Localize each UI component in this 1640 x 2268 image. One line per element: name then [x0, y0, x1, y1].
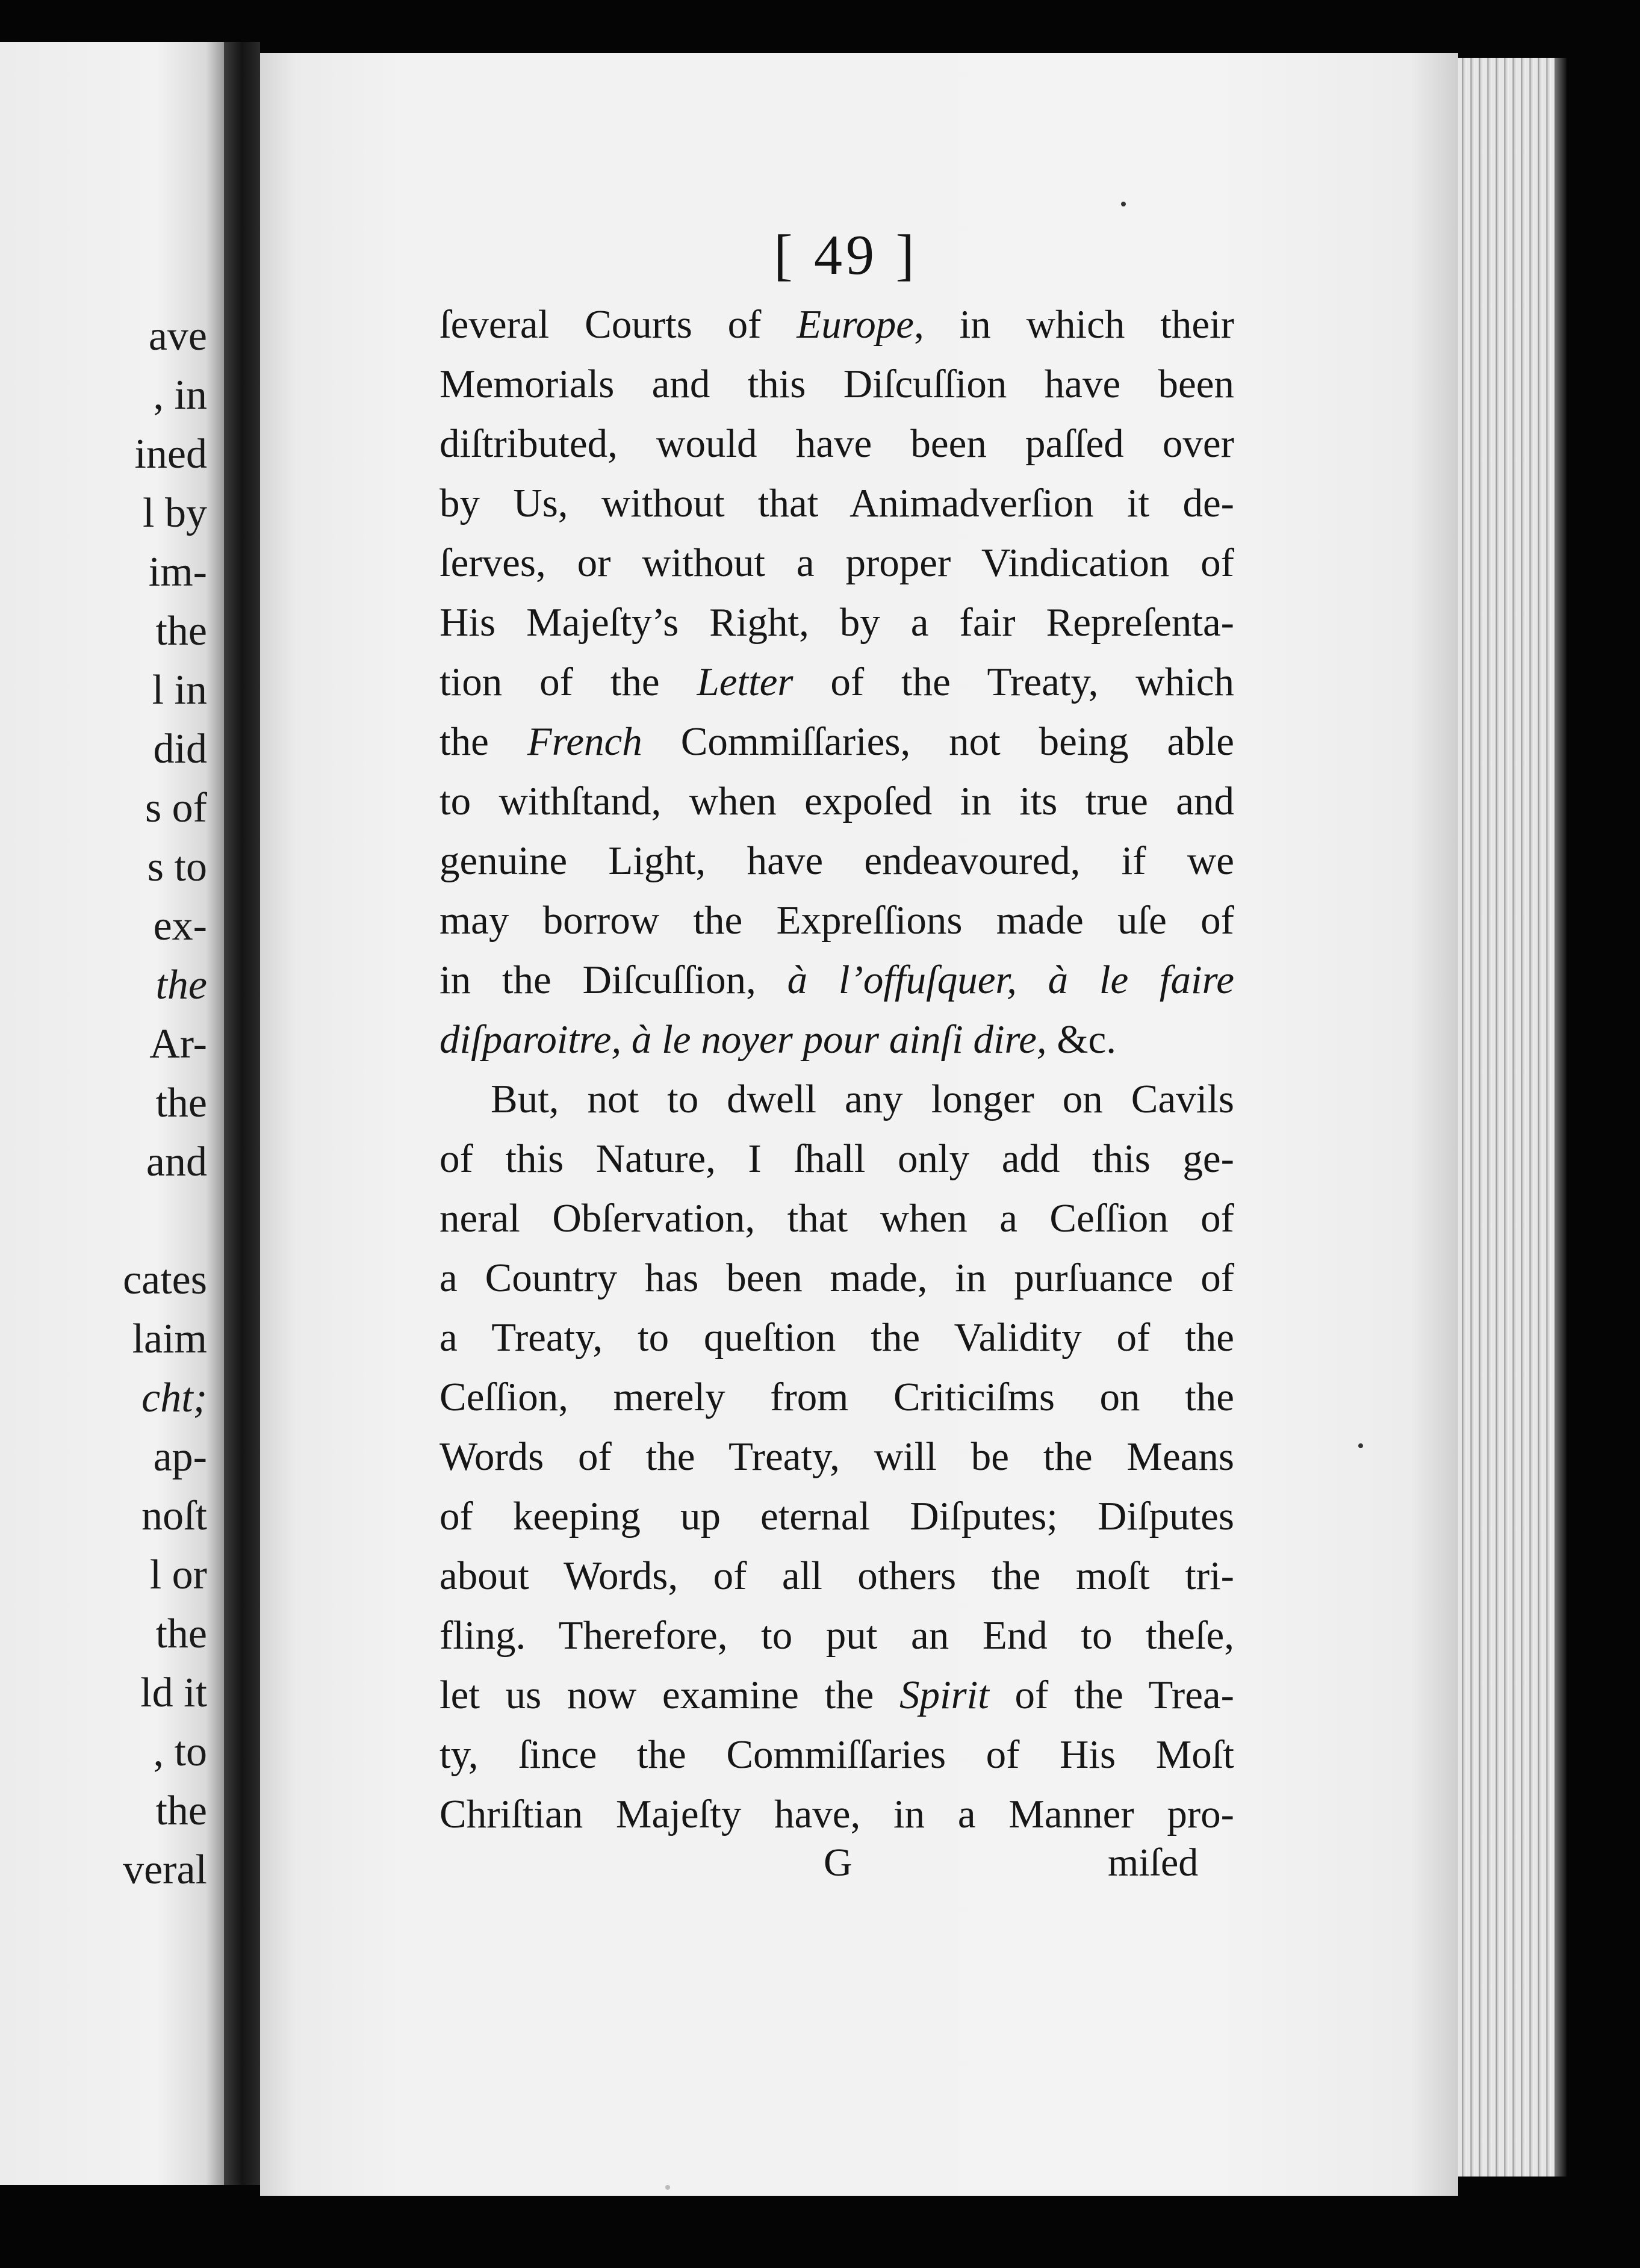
text-segment: genuine Light, have endeavoured, if we — [440, 838, 1234, 883]
text-line — [440, 1725, 1234, 1785]
text-line — [440, 1010, 1234, 1070]
left-page-line: laim — [132, 1316, 207, 1362]
left-page-line: cates — [123, 1257, 207, 1303]
text-line — [440, 1427, 1234, 1487]
left-page-line: the — [155, 1080, 207, 1126]
text-segment: Ceſſion, merely from Criticiſms on the — [440, 1375, 1234, 1419]
signature-mark: G — [824, 1841, 853, 1885]
text-line — [440, 1665, 1234, 1725]
left-page-line: s of — [144, 785, 207, 831]
text-segment: diſtributed, would have been paſſed over — [440, 421, 1234, 466]
italic-text: Europe — [797, 302, 915, 347]
text-segment: His Majeſty’s Right, by a fair Repreſenta- — [440, 600, 1234, 645]
catchword: miſed — [1108, 1841, 1199, 1885]
left-page-line: ined — [134, 431, 207, 477]
text-segment: Words of the Treaty, will be the Means — [440, 1434, 1234, 1479]
text-segment: of this Nature, I ſhall only add this ge- — [440, 1136, 1234, 1181]
text-line — [440, 1070, 1234, 1129]
page-number: [ 49 ] — [774, 224, 918, 287]
left-page-line: l by — [143, 490, 207, 536]
left-page-line: cht; — [141, 1375, 207, 1421]
left-page-line: ave — [148, 313, 207, 359]
body-text — [440, 295, 1234, 1844]
left-page-line: did — [153, 726, 207, 772]
text-segment: to withſtand, when expoſed in its true and — [440, 779, 1234, 823]
text-segment: tion of the — [440, 660, 697, 704]
left-page-line: the — [155, 1788, 207, 1834]
italic-text: Letter — [697, 660, 794, 704]
text-segment: let us now examine the — [440, 1673, 899, 1717]
text-segment: neral Obſervation, that when a Ceſſion of — [440, 1196, 1234, 1241]
text-segment: in the Diſcuſſion, — [440, 958, 787, 1002]
left-page-line: , to — [153, 1729, 207, 1775]
text-line — [440, 831, 1234, 891]
left-page-fragment — [0, 42, 224, 2185]
text-line — [440, 355, 1234, 414]
text-segment: of keeping up eternal Diſputes; Diſputes — [440, 1494, 1234, 1538]
text-line — [440, 1308, 1234, 1368]
text-segment: fling. Therefore, to put an End to theſe, — [440, 1613, 1234, 1658]
text-segment: of the Trea- — [989, 1673, 1234, 1717]
left-page-line: , in — [153, 372, 207, 418]
text-line — [440, 593, 1234, 652]
left-page-line: im- — [148, 549, 207, 595]
ink-speck — [1121, 202, 1126, 206]
text-line — [440, 1606, 1234, 1665]
text-segment: , in which their — [914, 302, 1234, 347]
ink-speck — [665, 2185, 670, 2190]
text-line — [440, 950, 1234, 1010]
italic-text: diſparoitre, à le noyer pour ainſi dire, — [440, 1017, 1047, 1062]
left-page-line: s to — [147, 844, 207, 890]
text-segment: Chriſtian Majeſty have, in a Manner pro- — [440, 1792, 1234, 1836]
italic-text: à l’offuſquer, à le faire — [787, 958, 1234, 1002]
left-page-line: l or — [149, 1552, 207, 1598]
left-page-line: the — [155, 962, 207, 1008]
book-gutter — [224, 42, 260, 2185]
text-segment: by Us, without that Animadverſion it de- — [440, 481, 1234, 525]
text-line — [440, 712, 1234, 772]
text-segment: Commiſſaries, not being able — [642, 719, 1235, 764]
text-line — [440, 414, 1234, 474]
left-page-line: ld it — [140, 1670, 207, 1716]
text-line — [440, 652, 1234, 712]
text-line — [440, 772, 1234, 831]
left-page-line: veral — [123, 1847, 207, 1893]
text-line — [440, 1487, 1234, 1546]
ink-speck — [1358, 1443, 1363, 1448]
left-page-line: ex- — [153, 903, 207, 949]
text-segment: about Words, of all others the moſt tri- — [440, 1554, 1234, 1598]
left-page-line: Ar- — [149, 1021, 207, 1067]
page-edge-shadow — [1555, 58, 1567, 2177]
text-segment: a Country has been made, in purſuance of — [440, 1256, 1234, 1300]
text-segment: the — [440, 719, 527, 764]
left-page-line: and — [146, 1139, 207, 1185]
page-edges — [1458, 58, 1555, 2177]
text-line — [440, 1189, 1234, 1248]
text-segment: ſeveral Courts of — [440, 302, 797, 347]
text-segment: may borrow the Expreſſions made uſe of — [440, 898, 1234, 943]
text-line — [440, 1785, 1234, 1844]
text-segment: ſerves, or without a proper Vindication of — [440, 541, 1234, 585]
text-line — [440, 533, 1234, 593]
text-segment: a Treaty, to queſtion the Validity of the — [440, 1315, 1234, 1360]
text-line — [440, 891, 1234, 950]
italic-text: French — [527, 719, 642, 764]
text-line — [440, 1546, 1234, 1606]
left-page-line: l in — [152, 667, 207, 713]
text-line — [440, 1368, 1234, 1427]
text-line — [440, 1129, 1234, 1189]
text-line — [440, 474, 1234, 533]
text-segment: But, not to dwell any longer on Cavils — [491, 1077, 1234, 1121]
left-page-line: the — [155, 608, 207, 654]
text-line — [440, 295, 1234, 355]
left-page-line: noſt — [141, 1493, 207, 1539]
left-page-line: ap- — [153, 1434, 207, 1480]
text-segment: ty, ſince the Commiſſaries of His Moſt — [440, 1732, 1234, 1777]
left-page-line: the — [155, 1611, 207, 1657]
text-segment: of the Treaty, which — [793, 660, 1234, 704]
italic-text: Spirit — [899, 1673, 989, 1717]
text-segment: Memorials and this Diſcuſſion have been — [440, 362, 1234, 406]
text-segment: &c. — [1046, 1017, 1116, 1062]
text-line — [440, 1248, 1234, 1308]
